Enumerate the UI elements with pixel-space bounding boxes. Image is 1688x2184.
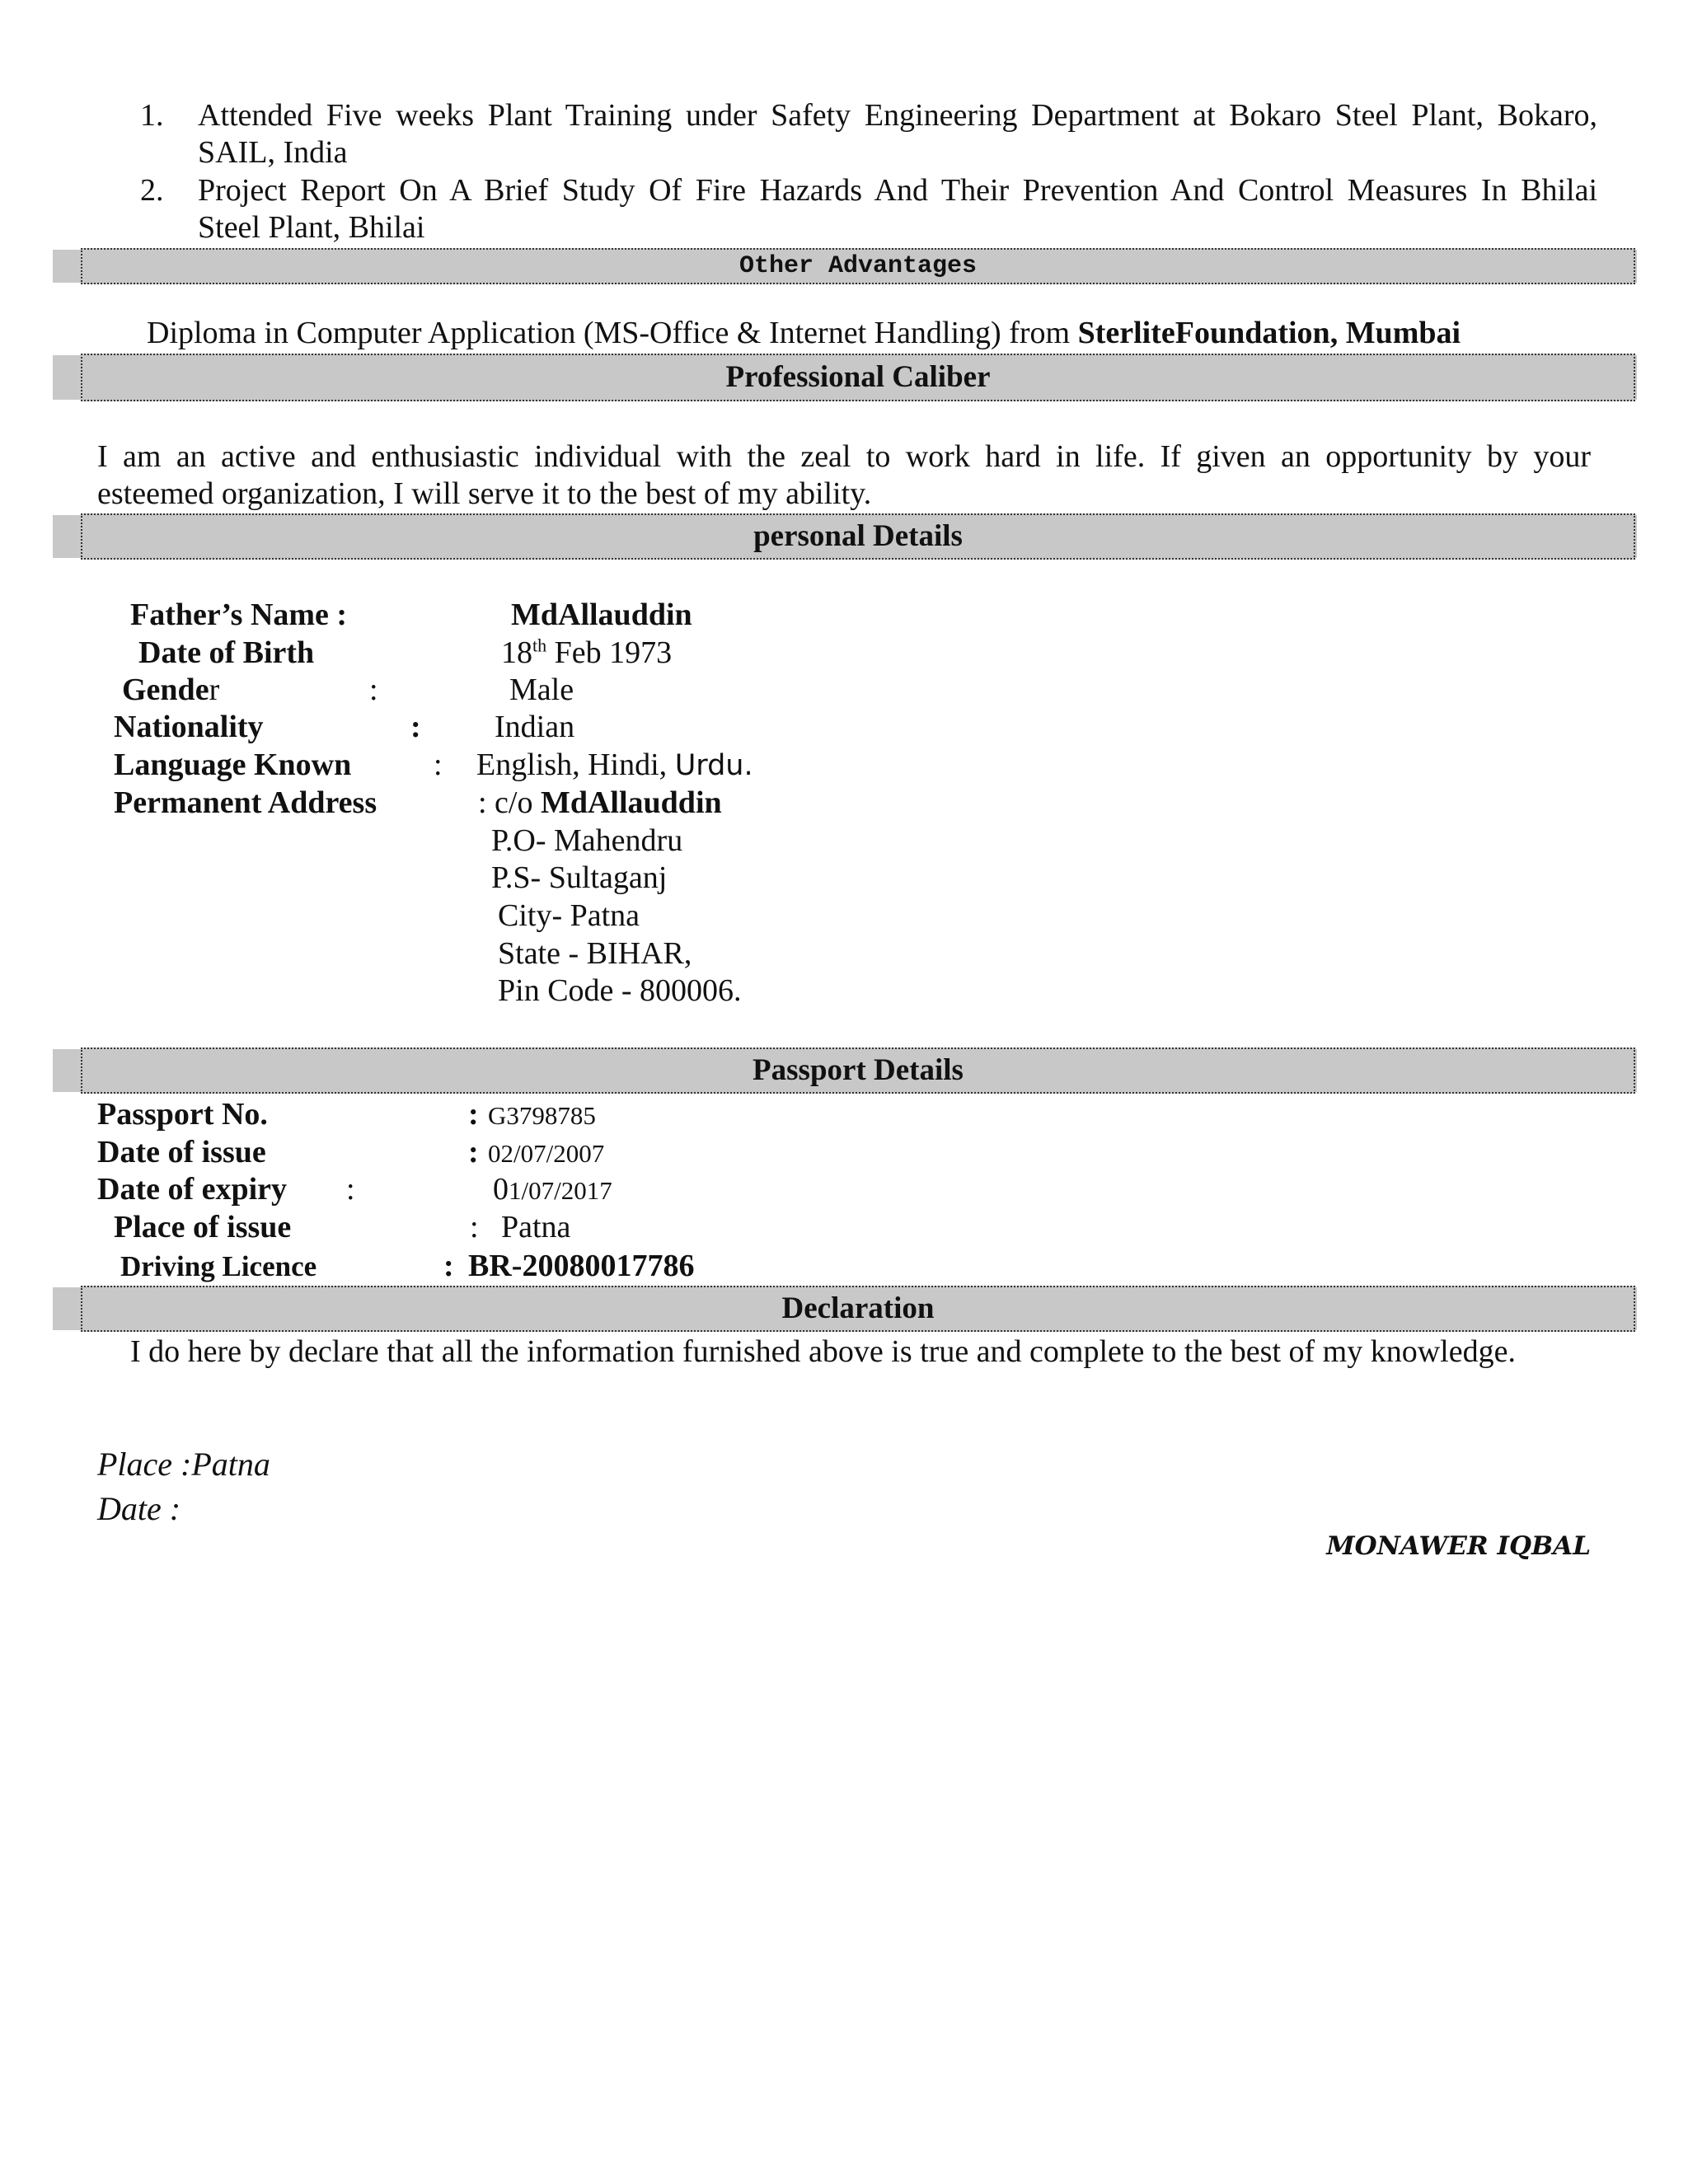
passport-no-label: Passport No. xyxy=(97,1097,268,1132)
footer-place: Place :Patna xyxy=(97,1446,270,1483)
address-line: State - BIHAR, xyxy=(498,936,692,971)
section-header-personal-details: personal Details xyxy=(81,513,1635,560)
gender-value: Male xyxy=(509,673,574,707)
section-header-professional-caliber: Professional Caliber xyxy=(81,354,1635,401)
address-line: Pin Code - 800006. xyxy=(498,973,742,1008)
nationality-value: Indian xyxy=(495,710,575,744)
paragraph-line: esteemed organization, I will serve it to the best of my ability. xyxy=(97,476,872,511)
language-label: Language Known xyxy=(114,748,352,782)
issue-date-value: 02/07/2007 xyxy=(488,1139,605,1168)
declaration-text: I do here by declare that all the information furnished above is true and complete to the best of my knowledge. xyxy=(130,1334,1516,1369)
expiry-date-label: Date of expiry xyxy=(97,1172,288,1207)
dob-value xyxy=(501,635,672,671)
list-text-line: Project Report On A Brief Study Of Fire Hazards And Their Prevention And Control Measures In Bhilai xyxy=(198,173,1597,208)
signature-name: MONAWER IQBAL xyxy=(1326,1531,1591,1561)
section-header-declaration: Declaration xyxy=(81,1286,1635,1332)
list-item xyxy=(140,172,1597,246)
place-of-issue-label: Place of issue xyxy=(114,1210,292,1244)
address-first-line xyxy=(478,785,722,821)
fathers-name-label: Father’s Name : xyxy=(130,598,348,632)
address-line: P.O- Mahendru xyxy=(491,823,683,858)
dob-label: Date of Birth xyxy=(138,635,315,670)
paragraph-line: I am an active and enthusiastic individual with the zeal to work hard in life. If given an opportunity by your xyxy=(97,439,1591,474)
expiry-date-rest: 1/07/2017 xyxy=(509,1176,612,1205)
list-text-line: SAIL, India xyxy=(198,135,348,170)
gender-label-rest: r xyxy=(209,673,220,707)
language-urdu: Urdu. xyxy=(674,749,753,782)
language-colon: : xyxy=(434,748,443,782)
section-header-passport-details: Passport Details xyxy=(81,1047,1635,1094)
language-list: English, Hindi, xyxy=(476,748,675,782)
issue-date-label: Date of issue xyxy=(97,1135,266,1169)
gender-label-bold: Gende xyxy=(122,673,209,707)
expiry-date-value xyxy=(493,1171,612,1209)
driving-licence-label: Driving Licence xyxy=(120,1250,317,1282)
driving-licence-value: BR-20080017786 xyxy=(468,1249,695,1283)
passport-no-colon: : xyxy=(468,1097,479,1132)
professional-caliber-paragraph xyxy=(97,438,1591,513)
section-header-other-advantages: Other Advantages xyxy=(81,248,1635,284)
address-prefix: : c/o xyxy=(478,785,541,820)
passport-no-value: G3798785 xyxy=(488,1101,596,1130)
list-number: 2. xyxy=(140,173,164,208)
nationality-colon: : xyxy=(410,710,421,744)
other-advantages-text xyxy=(147,315,1515,351)
expiry-date-first: 0 xyxy=(493,1172,509,1207)
address-line: P.S- Sultaganj xyxy=(491,860,668,895)
driving-licence-colon: : xyxy=(443,1249,454,1283)
place-of-issue-value: Patna xyxy=(501,1210,571,1244)
issue-date-colon: : xyxy=(468,1135,479,1169)
list-number: 1. xyxy=(140,98,164,133)
footer-date: Date : xyxy=(97,1490,181,1527)
dob-day: 18 xyxy=(501,635,532,670)
address-name: MdAllauddin xyxy=(540,785,722,820)
nationality-label: Nationality xyxy=(114,710,264,744)
dob-suffix: th xyxy=(532,635,547,656)
other-advantages-description: Diploma in Computer Application (MS-Office & Internet Handling) from xyxy=(147,316,1078,350)
list-text-line: Attended Five weeks Plant Training under Safety Engineering Department at Bokaro Steel Plant, Bokaro, xyxy=(198,98,1597,133)
other-advantages-institute: SterliteFoundation, Mumbai xyxy=(1077,316,1461,350)
expiry-date-colon: : xyxy=(346,1172,355,1207)
address-line: City- Patna xyxy=(498,898,640,933)
gender-label xyxy=(122,672,219,708)
list-text-line: Steel Plant, Bhilai xyxy=(198,210,425,245)
fathers-name-value: MdAllauddin xyxy=(511,598,692,632)
address-label: Permanent Address xyxy=(114,785,377,820)
place-of-issue-colon: : xyxy=(470,1210,479,1244)
gender-colon: : xyxy=(369,673,378,707)
dob-rest: Feb 1973 xyxy=(546,635,673,670)
language-value xyxy=(476,747,753,784)
list-item xyxy=(140,97,1597,171)
